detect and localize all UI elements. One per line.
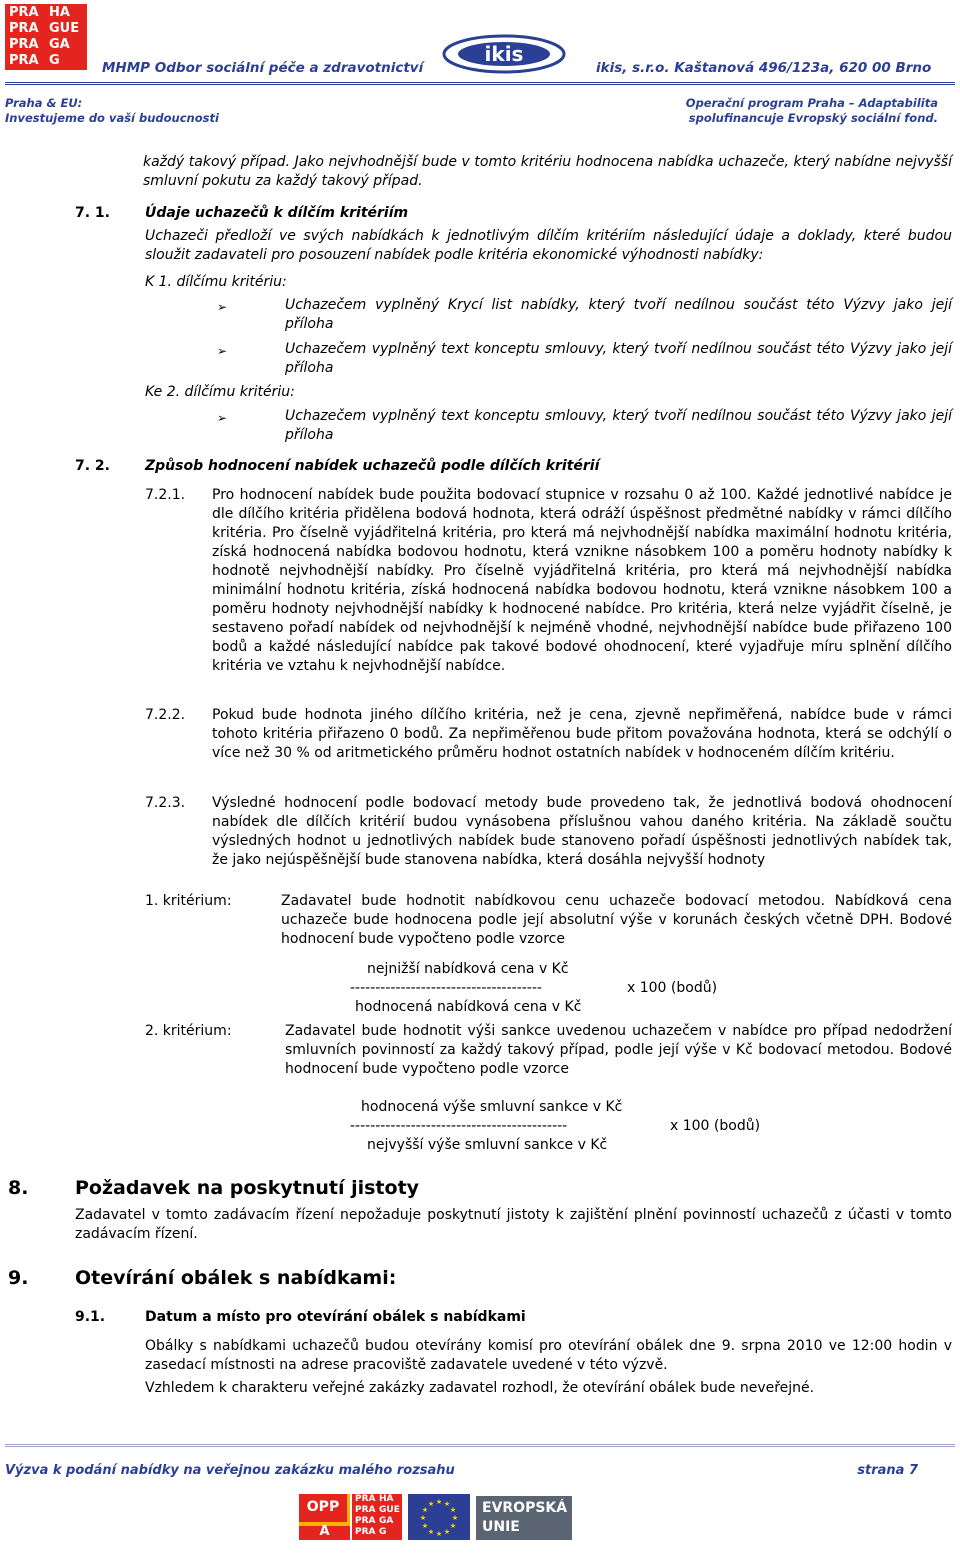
criterion-1-text: Zadavatel bude hodnotit nabídkovou cenu uchazeče bodovací metodou. Nabídková cena uchazeče bude hodnocena podle její absolutní výše v korunách českých včetně DPH. Bodové hodnocení bude vypočteno podle vzorce [281,893,952,947]
logo-text: PRA [9,53,39,68]
eu-star-icon: ★ [443,1528,451,1536]
header-right-line2: spolufinancuje Evropský sociální fond. [688,111,938,125]
opp-logo-bottom [299,1526,350,1540]
praha-footer-logo [352,1494,402,1540]
section-7-2-number: 7. 2. [75,458,110,474]
section-7-2-title: Způsob hodnocení nabídek uchazečů podle dílčích kritérií [145,458,600,474]
formula-1-multiplier: x 100 (bodů) [627,980,718,996]
logo-text: PRA [355,1516,376,1526]
formula-1-numerator: nejnižší nabídková cena v Kč [367,961,569,977]
formula-1-denominator: hodnocená nabídková cena v Kč [355,999,582,1015]
eu-star-icon: ★ [421,1522,429,1530]
logo-text: PRA [355,1527,376,1537]
eu-star-icon: ★ [427,1528,435,1536]
logo-text: PRA [355,1505,376,1515]
section-7-1-text: Uchazeči předloží ve svých nabídkách k jednotlivým dílčím kritériím následující údaje a doklady, které budou sloužit zadavateli pro posouzení nabídek podle kritéria ekonomické výhodnosti nabídky: [145,228,952,263]
para-7-2-1-number: 7.2.1. [145,487,186,503]
opp-logo-text: OPP [306,1499,340,1515]
section-9-number: 9. [8,1267,29,1289]
para-7-2-2-number: 7.2.2. [145,707,186,723]
praha-logo [5,4,87,70]
section-9-1-number: 9.1. [75,1309,106,1325]
section-8-text: Zadavatel v tomto zadávacím řízení nepožaduje poskytnutí jistoty k zajištění plnění povinností uchazečů z účasti v tomto zadávacím řízení. [75,1207,952,1242]
logo-text: PRA [355,1494,376,1504]
logo-text: PRA [9,5,39,20]
logo-text: GUE [379,1505,400,1515]
section-9-1-text: Obálky s nabídkami uchazečů budou otevírány komisí pro otevírání obálek dne 9. srpna 2010 ve 12:00 hodin v zasedací místnosti na adrese pracoviště zadavatele uvedené v této výzvě. [145,1338,952,1373]
formula-2-multiplier: x 100 (bodů) [670,1118,761,1134]
k1-label: K 1. dílčímu kritériu: [145,274,287,290]
opp-logo-stripe [347,1494,350,1522]
logo-text: HA [379,1494,394,1504]
eu-star-icon: ★ [435,1530,443,1538]
logo-text: PRA [9,21,39,36]
k2-label: Ke 2. dílčímu kritériu: [145,384,295,400]
k2-item: Uchazečem vyplněný text konceptu smlouvy, který tvoří nedílnou součást této Výzvy jako její příloha [285,408,952,443]
logo-text: G [379,1527,387,1537]
eu-star-icon: ★ [449,1506,457,1514]
eu-star-icon: ★ [421,1506,429,1514]
opp-logo-top [299,1494,347,1522]
header-right-line1: Operační program Praha – Adaptabilita [685,96,938,110]
section-7-1-title: Údaje uchazečů k dílčím kritériím [145,205,409,221]
header-left-line1: Praha & EU: [5,96,83,110]
bullet-arrow-icon: ➢ [217,411,228,425]
bullet-arrow-icon: ➢ [217,344,228,358]
eu-star-icon: ★ [451,1514,459,1522]
section-9-1-title: Datum a místo pro otevírání obálek s nabídkami [145,1309,526,1325]
criterion-2-text: Zadavatel bude hodnotit výši sankce uvedenou uchazečem v nabídce pro případ nedodržení smluvních povinností za každý takový případ, podle její výše v Kč bodovací metodou. Bodové hodnocení bude vypočteno podle vzorce [285,1023,952,1077]
formula-2-fraction-line: ------------------------------------------- [350,1118,568,1134]
eu-star-icon: ★ [435,1498,443,1506]
eu-label-line2: UNIE [482,1519,520,1535]
section-9-1-text-2: Vzhledem k charakteru veřejné zakázky zadavatel rozhodl, že otevírání obálek bude neveřejné. [145,1380,815,1396]
k1-item: Uchazečem vyplněný text konceptu smlouvy, který tvoří nedílnou součást této Výzvy jako její příloha [285,341,952,376]
section-8-title: Požadavek na poskytnutí jistoty [75,1177,420,1199]
eu-star-icon: ★ [419,1514,427,1522]
eu-star-icon: ★ [449,1522,457,1530]
para-7-2-1-text: Pro hodnocení nabídek bude použita bodovací stupnice v rozsahu 0 až 100. Každé jednotlivé nabídce je dle dílčího kritéria přidělena bodová hodnota, která odráží úspěšnost předmětné nabídky v rámci dílčího kritéria. Pro číselně vyjádřitelná kritéria, pro která má nejvhodnější nabídka maximální hodnotu kritéria, získá hodnocená nabídka bodovou hodnotu, která vznikne násobkem 100 a poměru hodnoty nabídky k hodnotě nejvhodnější nabídky. Pro číselně vyjádřitelná kritéria, pro která má nejvhodnější nabídka minimální hodnotu kritéria, získá hodnocená nabídka bodovou hodnotu, která vznikne násobkem 100 a poměru hodnoty nejvhodnější nabídky k hodnocené nabídce. Pro kritéria, která nelze vyjádřit číselně, je sestaveno pořadí nabídek od nejvhodnější k nejméně vhodné, nejvhodnější nabídce bude přiřazeno 100 bodů a každé následující nabídce pak takové bodové ohodnocení, které vyjadřuje míru splnění dílčího kritéria ve vztahu k nejvhodnější nabídce. [212,487,952,674]
ikis-logo-text: ikis [484,42,524,66]
header-org-right: ikis, s.r.o. Kaštanová 496/123a, 620 00 Brno [596,60,932,76]
header-rule [5,82,955,85]
para-7-2-2-text: Pokud bude hodnota jiného dílčího kritéria, než je cena, zjevně nepřiměřená, nabídce bude v rámci tohoto kritéria přiřazeno 0 bodů. Za nepřiměřenou bude přitom považována hodnota, která se odchýlí o více než 30 % od aritmetického průměru hodnot ostatních nabídek v hodnoceném dílčím kritériu. [212,707,952,761]
eu-star-icon: ★ [443,1500,451,1508]
intro-paragraph: každý takový případ. Jako nejvhodnější bude v tomto kritériu hodnocena nabídka uchazeče, který nabídne nejvyšší smluvní pokutu za každý takový případ. [143,154,952,189]
logo-text: GA [379,1516,394,1526]
formula-2-numerator: hodnocená výše smluvní sankce v Kč [361,1099,623,1115]
bullet-arrow-icon: ➢ [217,300,228,314]
header-org-left: MHMP Odbor sociální péče a zdravotnictví [102,60,424,76]
header-left-line2: Investujeme do vaší budoucnosti [5,111,219,125]
section-7-1-number: 7. 1. [75,205,110,221]
eu-star-icon: ★ [427,1500,435,1508]
eu-label-line1: EVROPSKÁ [482,1500,568,1516]
logo-text: GUE [49,21,80,36]
criterion-2-label: 2. kritérium: [145,1023,232,1039]
formula-2-denominator: nejvyšší výše smluvní sankce v Kč [367,1137,608,1153]
formula-1-fraction-line: -------------------------------------- [350,980,542,996]
eu-label-box [476,1496,572,1540]
section-8-number: 8. [8,1177,29,1199]
k1-item: Uchazečem vyplněný Krycí list nabídky, který tvoří nedílnou součást této Výzvy jako její příloha [285,297,952,332]
footer-doc-title: Výzva k podání nabídky na veřejnou zakázku malého rozsahu [5,1463,455,1478]
criterion-1-label: 1. kritérium: [145,893,232,909]
footer-page-number: strana 7 [857,1463,918,1478]
eu-flag [408,1494,470,1540]
logo-text: HA [49,5,70,20]
section-9-title: Otevírání obálek s nabídkami: [75,1267,397,1289]
opp-logo-text: A [319,1524,330,1539]
logo-text: PRA [9,37,39,52]
para-7-2-3-text: Výsledné hodnocení podle bodovací metody bude provedeno tak, že jednotlivá bodová ohodnocení nabídek dle dílčích kritérií budou vynásobena příslušnou vahou daného kritéria. Na základě součtu výsledných hodnot u jednotlivých nabídek bude stanoveno pořadí úspěšnosti jednotlivých nabídek tak, že jako nejúspěšnější bude stanovena nabídka, která dosáhla nejvyšší hodnoty [212,795,952,868]
para-7-2-3-number: 7.2.3. [145,795,186,811]
logo-text: GA [49,37,70,52]
footer-rule [5,1444,955,1447]
ikis-logo [440,30,574,74]
logo-text: G [49,53,60,68]
